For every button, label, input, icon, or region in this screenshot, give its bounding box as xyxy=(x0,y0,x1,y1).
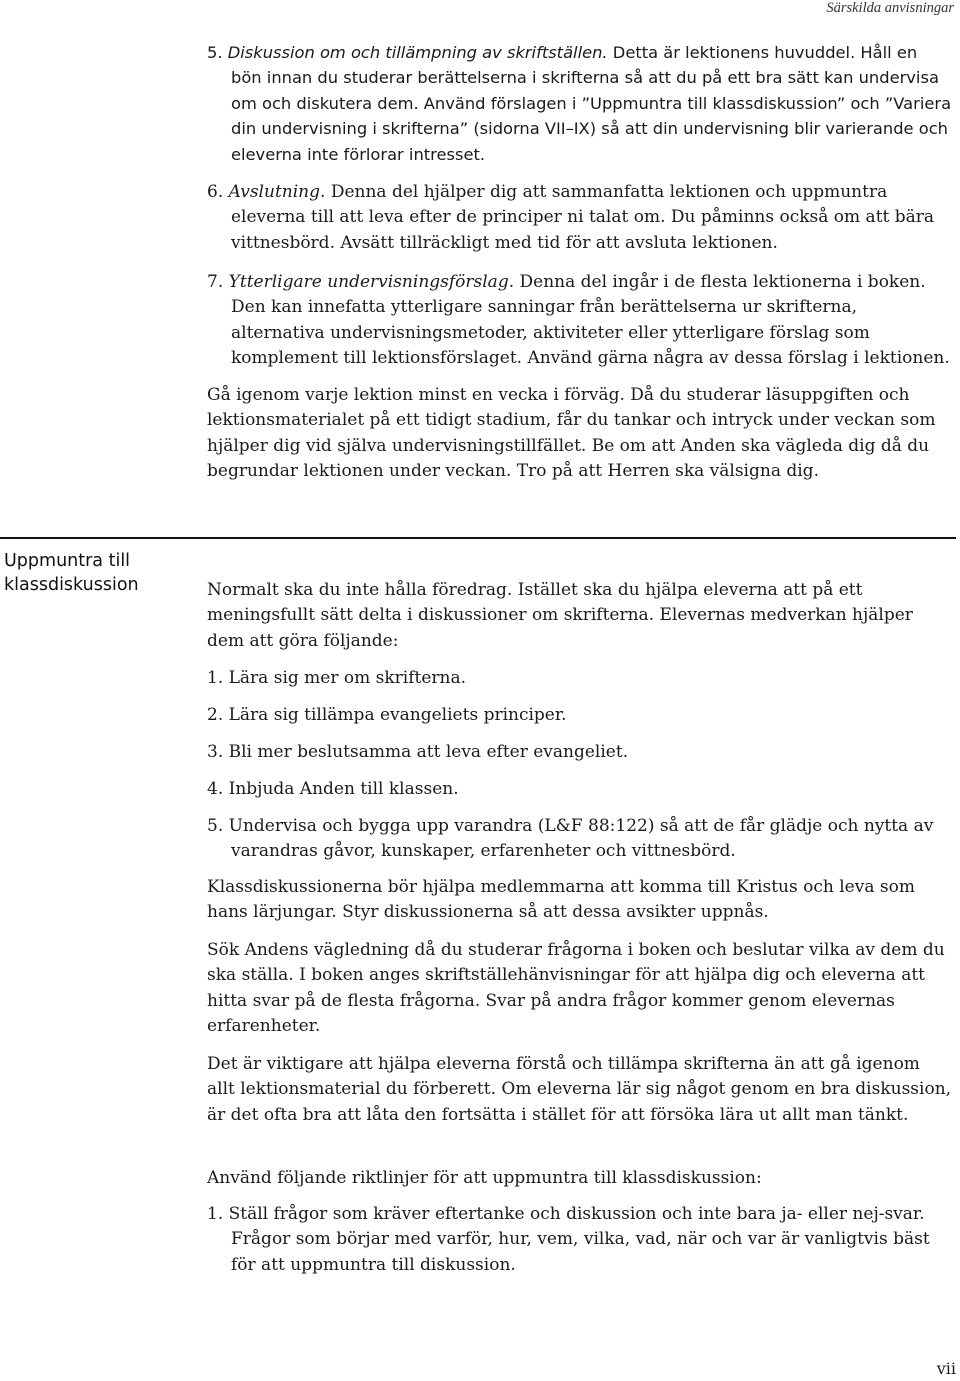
list-item: 3. Bli mer beslutsamma att leva efter evangeliet. xyxy=(207,742,629,762)
closing-paragraph: Gå igenom varje lektion minst en vecka i förväg. Då du studerar läsuppgiften och lektionsmaterialet på ett tidigt stadium, får du tankar och intryck under veckan som hjälper dig vid själva undervisningstillfället. Be om att Anden ska vägleda dig då du begrundar lektionen under veckan. Tro på att Herren ska välsigna dig. xyxy=(207,385,936,482)
item-6-paragraph xyxy=(207,180,952,256)
guideline-item: 1. Ställ frågor som kräver eftertanke och diskussion och inte bara ja- eller nej-svar. Frågor som börjar med varför, hur, vem, vilka, vad, när och var är vanligtvis bäst för att uppmuntra till diskussion. xyxy=(207,1204,930,1275)
item-7-number: 7. xyxy=(207,272,224,292)
item-6-text: Denna del hjälper dig att sammanfatta lektionen och uppmuntra eleverna till att leva efter de principer ni talat om. Du påminns också om att bära vittnesbörd. Avsätt tillräckligt med tid för att avsluta lektionen. xyxy=(231,182,935,253)
closing-block xyxy=(207,383,952,485)
running-header: Särskilda anvisningar xyxy=(826,0,954,16)
item-5-title: Diskussion om och tillämpning av skriftställen. xyxy=(227,43,608,62)
item-5-number: 5. xyxy=(207,43,223,62)
item-6-title: Avslutning. xyxy=(228,182,326,202)
section-paragraph-2: Sök Andens vägledning då du studerar frågorna i boken och beslutar vilka av dem du ska ställa. I boken anges skriftställehänvisningar för att hjälpa dig och eleverna att hitta svar på de flesta frågorna. Svar på andra frågor kommer genom elevernas erfarenheter. xyxy=(207,940,945,1037)
section-paragraph-4: Använd följande riktlinjer för att uppmuntra till klassdiskussion: xyxy=(207,1168,762,1188)
item-7-title: Ytterligare undervisningsförslag. xyxy=(228,272,515,292)
section-paragraph-3: Det är viktigare att hjälpa eleverna förstå och tillämpa skrifterna än att gå igenom allt lektionsmaterial du förberett. Om eleverna lär sig något genom en bra diskussion, är det ofta bra att låta den fortsätta i stället för att försöka lära ut allt man tänkt. xyxy=(207,1054,952,1125)
item-7-paragraph xyxy=(207,270,952,372)
item-7-text: Denna del ingår i de flesta lektionerna i boken. Den kan innefatta ytterligare sanningar från berättelserna ur skrifterna, alternativa undervisningsmetoder, aktiviteter eller ytterligare förslag som komplement till lektionsförslaget. Använd gärna några av dessa förslag i lektionen. xyxy=(231,272,950,369)
section-heading: Uppmuntra till klassdiskussion xyxy=(4,551,139,595)
list-item: 2. Lära sig tillämpa evangeliets principer. xyxy=(207,705,567,725)
item-5-paragraph xyxy=(207,40,952,167)
list-item: 1. Lära sig mer om skrifterna. xyxy=(207,668,467,688)
list-item: 4. Inbjuda Anden till klassen. xyxy=(207,779,459,799)
item-6 xyxy=(207,180,952,256)
section-paragraph-1: Klassdiskussionerna bör hjälpa medlemmarna att komma till Kristus och leva som hans lärjungar. Styr diskussionerna så att dessa avsikter uppnås. xyxy=(207,877,915,923)
item-6-number: 6. xyxy=(207,182,224,202)
page-number: vii xyxy=(936,1359,956,1378)
list-item: 5. Undervisa och bygga upp varandra (L&F 88:122) så att de får glädje och nytta av varandras gåvor, kunskaper, erfarenheter och vittnesbörd. xyxy=(207,816,934,862)
section-intro: Normalt ska du inte hålla föredrag. Istället ska du hjälpa eleverna att på ett meningsfullt sätt delta i diskussioner om skrifterna. Elevernas medverkan hjälper dem att göra följande: xyxy=(207,580,913,651)
item-7 xyxy=(207,270,952,372)
item-5-text: Detta är lektionens huvuddel. Håll en bön innan du studerar berättelserna i skrifterna så att du på ett bra sätt kan undervisa om och diskutera dem. Använd förslagen i ”Uppmuntra till klassdiskussion” och ”Variera din undervisning i skrifterna” (sidorna VII–IX) så att din undervisning blir varierande och eleverna inte förlorar intresset. xyxy=(231,43,952,164)
item-5 xyxy=(207,40,952,167)
section-divider xyxy=(0,537,956,539)
